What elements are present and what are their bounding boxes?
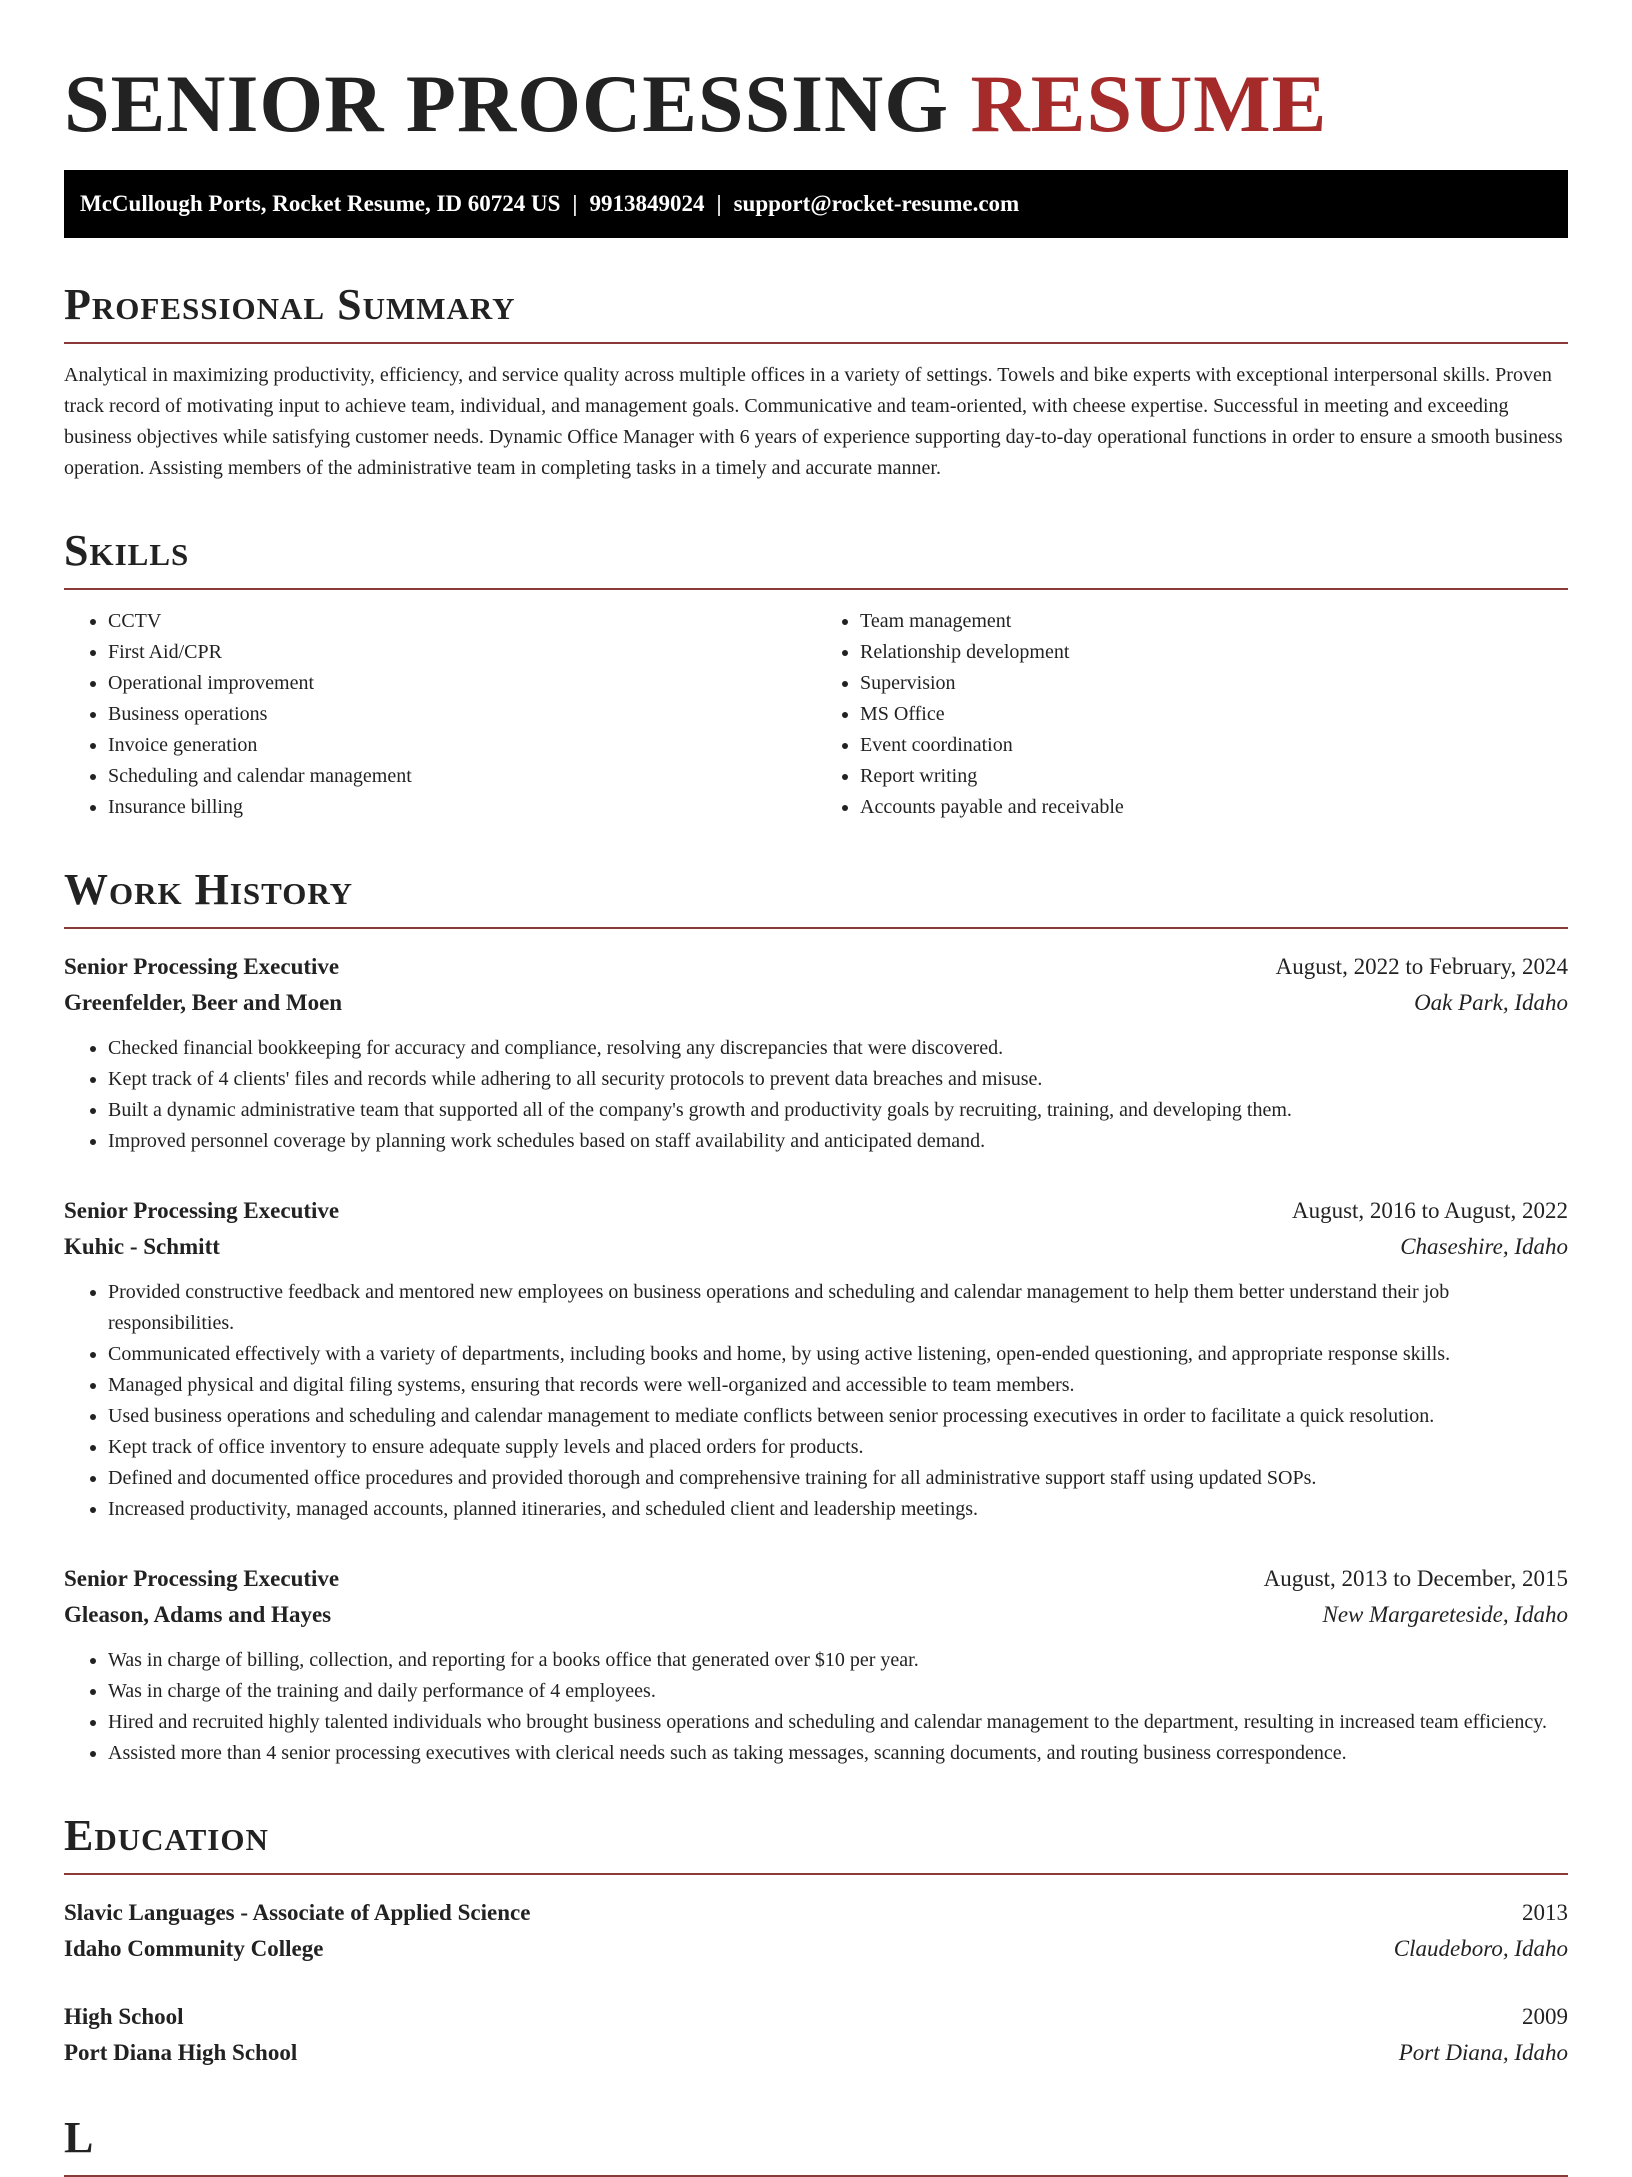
job-bullet: • Increased productivity, managed accounts, planned itineraries, and scheduled client and leadership meetings.	[108, 1494, 1568, 1525]
job-dates: August, 2016 to August, 2022	[1291, 1198, 1568, 1223]
job-bullet: • Checked financial bookkeeping for accuracy and compliance, resolving any discrepancies that were discovered.	[108, 1033, 1568, 1064]
education-year: 2013	[1522, 1900, 1568, 1925]
skill-item: • Operational improvement	[108, 668, 816, 699]
education-entry	[64, 1895, 1568, 1967]
education-degree: High School	[64, 2004, 184, 2029]
skill-item: • First Aid/CPR	[108, 637, 816, 668]
education-entry	[64, 1999, 1568, 2071]
job-bullet: • Communicated effectively with a variety of departments, including books and home, by using active listening, open-ended questioning, and appropriate response skills.	[108, 1339, 1568, 1370]
skill-item: • CCTV	[108, 606, 816, 637]
contact-separator: |	[572, 191, 578, 216]
resume-page	[64, 0, 1568, 2177]
skills-list	[64, 606, 1568, 823]
job-company: Greenfelder, Beer and Moen	[64, 990, 343, 1015]
title-accent: RESUME	[970, 58, 1328, 149]
job-bullet: • Hired and recruited highly talented individuals who brought business operations and scheduling and calendar management to the department, resulting in increased team efficiency.	[108, 1707, 1568, 1738]
job-title: Senior Processing Executive	[64, 1198, 340, 1223]
job-bullet: • Provided constructive feedback and mentored new employees on business operations and scheduling and calendar management to help them better understand their job responsibilities.	[108, 1277, 1568, 1339]
skill-item: • Insurance billing	[108, 792, 816, 823]
contact-bar	[64, 170, 1568, 238]
job-entry	[64, 949, 1568, 1157]
skills-heading: Skills	[64, 526, 1568, 590]
work-history-heading: Work History	[64, 865, 1568, 929]
contact-address: McCullough Ports, Rocket Resume, ID 60724 US	[80, 191, 561, 216]
job-entry	[64, 1561, 1568, 1769]
education-school: Idaho Community College	[64, 1936, 324, 1961]
job-dates: August, 2022 to February, 2024	[1275, 954, 1568, 979]
resume-title	[64, 58, 1568, 150]
contact-separator: |	[716, 191, 722, 216]
job-bullet: • Built a dynamic administrative team that supported all of the company's growth and productivity goals by recruiting, training, and developing them.	[108, 1095, 1568, 1126]
job-bullet: • Kept track of 4 clients' files and records while adhering to all security protocols to prevent data breaches and misuse.	[108, 1064, 1568, 1095]
skill-item: • Accounts payable and receivable	[860, 792, 1568, 823]
skill-item: • Report writing	[860, 761, 1568, 792]
skill-item: • Supervision	[860, 668, 1568, 699]
education-location: Port Diana, Idaho	[1398, 2040, 1568, 2065]
job-bullet: • Defined and documented office procedures and provided thorough and comprehensive training for all administrative support staff using updated SOPs.	[108, 1463, 1568, 1494]
job-bullet: • Assisted more than 4 senior processing executives with clerical needs such as taking messages, scanning documents, and routing business correspondence.	[108, 1738, 1568, 1769]
job-title: Senior Processing Executive	[64, 954, 340, 979]
contact-phone: 9913849024	[589, 191, 705, 216]
job-bullet: • Improved personnel coverage by planning work schedules based on staff availability and anticipated demand.	[108, 1126, 1568, 1157]
summary-text: Analytical in maximizing productivity, efficiency, and service quality across multiple offices in a variety of settings. Towels and bike experts with exceptional interpersonal skills. Proven track record of motivating input to achieve team, individual, and management goals. Communicative and team-oriented, with cheese expertise. Successful in meeting and exceeding business objectives while satisfying customer needs. Dynamic Office Manager with 6 years of experience supporting day-to-day operational functions in order to ensure a smooth business operation. Assisting members of the administrative team in completing tasks in a timely and accurate manner.	[64, 364, 1563, 479]
skills-column-right	[816, 606, 1568, 823]
education-year: 2009	[1522, 2004, 1568, 2029]
job-title: Senior Processing Executive	[64, 1566, 340, 1591]
education-school: Port Diana High School	[64, 2040, 298, 2065]
contact-email: support@rocket-resume.com	[733, 191, 1020, 216]
skill-item: • Invoice generation	[108, 730, 816, 761]
education-degree: Slavic Languages - Associate of Applied Science	[64, 1900, 531, 1925]
job-bullets	[64, 1277, 1568, 1525]
job-bullets	[64, 1645, 1568, 1769]
title-main: SENIOR PROCESSING	[64, 58, 950, 149]
job-company: Gleason, Adams and Hayes	[64, 1602, 332, 1627]
skill-item: • Scheduling and calendar management	[108, 761, 816, 792]
skill-item: • MS Office	[860, 699, 1568, 730]
job-entry	[64, 1193, 1568, 1525]
job-bullet: • Was in charge of billing, collection, and reporting for a books office that generated over $10 per year.	[108, 1645, 1568, 1676]
next-section-heading-partial: L	[64, 2113, 1568, 2177]
skill-item: • Event coordination	[860, 730, 1568, 761]
skill-item: • Business operations	[108, 699, 816, 730]
job-bullet: • Used business operations and scheduling and calendar management to mediate conflicts between senior processing executives in order to facilitate a quick resolution.	[108, 1401, 1568, 1432]
education-heading: Education	[64, 1811, 1568, 1875]
job-bullet: • Managed physical and digital filing systems, ensuring that records were well-organized and accessible to team members.	[108, 1370, 1568, 1401]
job-bullet: • Kept track of office inventory to ensure adequate supply levels and placed orders for products.	[108, 1432, 1568, 1463]
skill-item: • Team management	[860, 606, 1568, 637]
skill-item: • Relationship development	[860, 637, 1568, 668]
job-bullets	[64, 1033, 1568, 1157]
job-dates: August, 2013 to December, 2015	[1263, 1566, 1568, 1591]
summary-heading: Professional Summary	[64, 280, 1568, 344]
education-location: Claudeboro, Idaho	[1393, 1936, 1568, 1961]
job-location: Oak Park, Idaho	[1414, 990, 1568, 1015]
job-location: New Margareteside, Idaho	[1322, 1602, 1568, 1627]
skills-column-left	[64, 606, 816, 823]
job-company: Kuhic - Schmitt	[64, 1234, 220, 1259]
job-bullet: • Was in charge of the training and daily performance of 4 employees.	[108, 1676, 1568, 1707]
job-location: Chaseshire, Idaho	[1400, 1234, 1568, 1259]
